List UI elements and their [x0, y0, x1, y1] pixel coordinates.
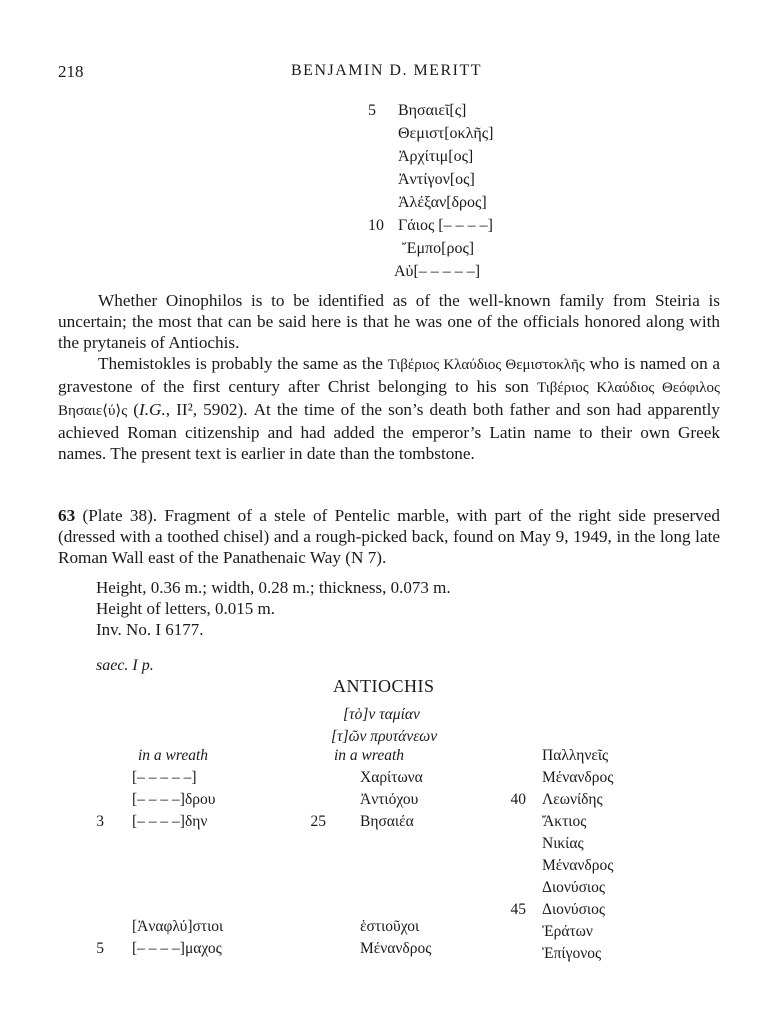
inscription-line: [τ]ῶν πρυτάνεων	[331, 728, 438, 745]
greek-name: Ἔμπο[ρος]	[402, 240, 475, 257]
wreath-note: in a wreath	[334, 747, 405, 764]
tribe-heading: ANTIOCHIS	[333, 676, 435, 696]
text-run: Themistokles is probably the same as the	[98, 354, 388, 373]
greek-name: Γάιος [– – – –]	[398, 217, 493, 234]
greek-name: Αὐ[– – – – –]	[394, 263, 481, 280]
commentary-block	[58, 290, 720, 464]
inscription-heading-center	[331, 704, 451, 748]
inscription-text: [Ἀναφλύ]στιοι	[132, 918, 224, 935]
inscription-text: [– – – –]μαχος	[132, 940, 222, 957]
line-number: 10	[368, 217, 384, 234]
inscription-text: [– – – – –]	[132, 769, 197, 786]
date-saec: saec. I p.	[96, 657, 154, 674]
greek-name-run: Τιβέριος Κλαύδιος Θεόφιλος Βησαιε⟨ύ⟩ς	[58, 380, 720, 419]
inscription-text: [– – – –]δρου	[132, 791, 216, 808]
inscription-text: Βησαιέα	[360, 813, 414, 830]
entry-text: (Plate 38). Fragment of a stele of Pentelic marble, with part of the right side preserved (dressed with a toothed chisel) and a rough-picked back, found on May 9, 1949, in the long late Roman Wall east of the Panathenaic Way (N 7).	[58, 506, 720, 567]
greek-name: Βησαιεῖ[ς]	[398, 102, 467, 119]
page-number: 218	[58, 62, 84, 81]
greek-name: Ἀλέξαν[δρος]	[398, 194, 487, 211]
entry-63	[58, 505, 720, 568]
text-run: who is named on a gravestone of the first century after Christ belonging to his son	[58, 354, 720, 396]
inscription-text: [– – – –]δην	[132, 813, 208, 830]
entry-description	[58, 505, 720, 568]
paragraph-themistokles	[58, 353, 720, 464]
inscription-text: Ἐπίγονος	[542, 945, 602, 962]
greek-name: Ἀντίγον[ος]	[398, 171, 475, 188]
entry-number: 63	[58, 506, 76, 525]
inscription-text: Μένανδρος	[360, 940, 432, 957]
running-header-author: BENJAMIN D. MERITT	[291, 62, 482, 79]
wreath-note: in a wreath	[138, 747, 209, 764]
line-number: 5	[96, 940, 104, 957]
text-run: , II², 5902). At the time of the son’s death both father and son had apparently achieved Roman citizenship and had added the emperor’s Latin name to their own Greek names. The present text is earlier in date than the tombstone.	[58, 400, 720, 463]
inscription-text: Διονύσιος	[542, 879, 605, 896]
text-run: (	[127, 400, 140, 419]
measurement-line: Height, 0.36 m.; width, 0.28 m.; thickness, 0.073 m.	[96, 578, 451, 597]
greek-name: Ἀρχίτιμ[ος]	[398, 148, 474, 165]
inscription-text: Νικίας	[542, 835, 584, 852]
inscription-text: Λεωνίδης	[542, 791, 603, 808]
inscription-text: Παλληνεῖς	[542, 747, 609, 764]
greek-name: Θεμιστ[οκλῆς]	[398, 125, 494, 142]
measurement-line: Height of letters, 0.015 m.	[96, 599, 275, 618]
line-number: 25	[310, 813, 326, 830]
line-number: 45	[510, 901, 526, 918]
line-number: 40	[510, 791, 526, 808]
greek-name-run: Τιβέριος Κλαύδιος Θεμιστοκλῆς	[387, 357, 585, 373]
inscription-text: Μένανδρος	[542, 769, 614, 786]
inscription-text: Ἄκτιος	[542, 813, 587, 830]
inscription-text: Διονύσιος	[542, 901, 605, 918]
measurement-line: Inv. No. I 6177.	[96, 620, 204, 639]
inscription-text: Μένανδρος	[542, 857, 614, 874]
measurements	[96, 577, 451, 640]
line-number: 3	[96, 813, 104, 830]
line-number: 5	[368, 102, 376, 119]
inscription-text: Ἐράτων	[542, 923, 593, 940]
reference-ig: I.G.	[139, 400, 166, 419]
inscription-text: Χαρίτωνα	[360, 769, 423, 786]
inscription-text: Ἀντιόχου	[360, 791, 419, 808]
inscription-line: [τὸ]ν ταμίαν	[343, 706, 420, 723]
paragraph-oinophilos: Whether Oinophilos is to be identified as of the well-known family from Steiria is uncertain; the most that can be said here is that he was one of the officials honored along with the prytaneis of Antiochis.	[58, 291, 720, 352]
inscription-text: ἑστιοῦχοι	[360, 918, 420, 935]
